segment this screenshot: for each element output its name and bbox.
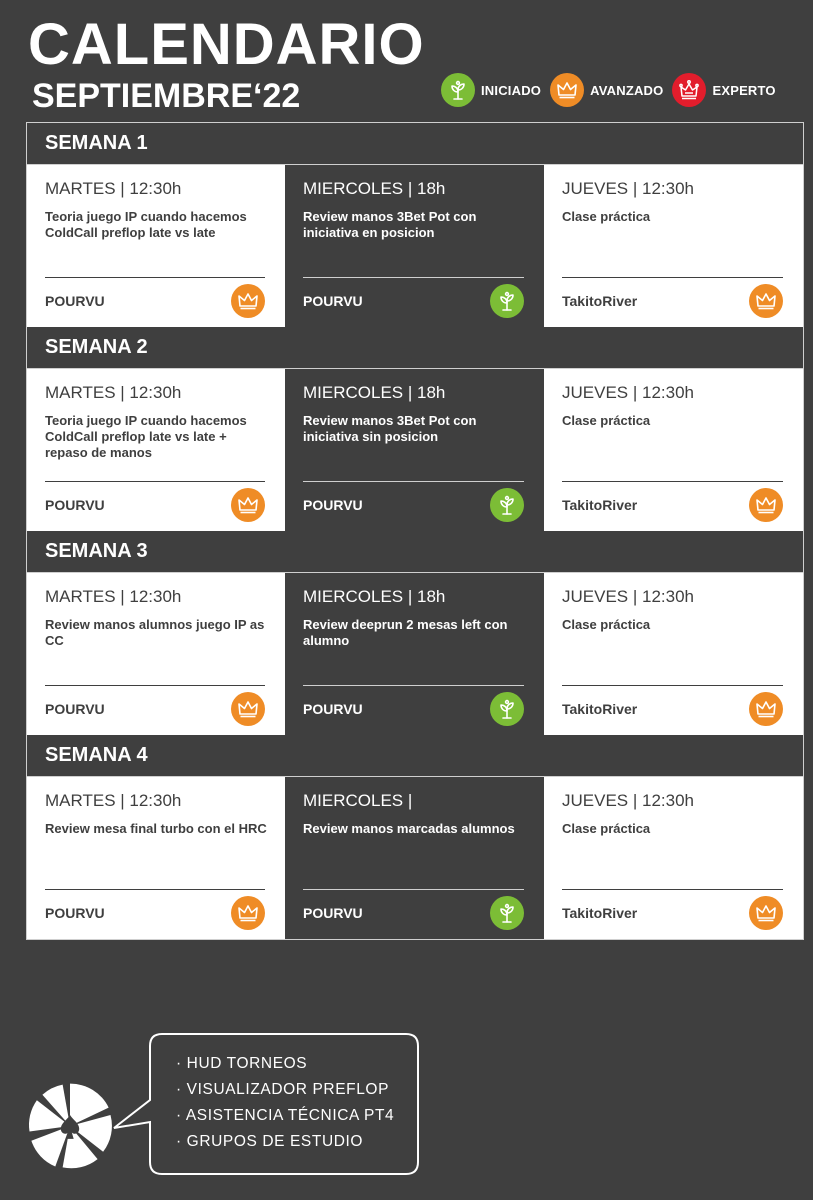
sprout-icon bbox=[490, 692, 524, 726]
session-day: MIERCOLES | 18h bbox=[303, 383, 446, 402]
divider bbox=[303, 685, 524, 686]
session-card[interactable] bbox=[285, 777, 544, 939]
sprout-icon bbox=[490, 488, 524, 522]
level-legend bbox=[441, 73, 776, 107]
session-card[interactable] bbox=[27, 165, 285, 327]
legend-label-experto: EXPERTO bbox=[712, 82, 776, 98]
page-subtitle: SEPTIEMBRE‘22 bbox=[32, 77, 301, 115]
session-card[interactable] bbox=[544, 573, 803, 735]
session-card[interactable] bbox=[285, 165, 544, 327]
divider bbox=[45, 685, 265, 686]
crown-icon bbox=[749, 284, 783, 318]
feature-item: · VISUALIZADOR PREFLOP bbox=[176, 1077, 394, 1103]
brand-logo-icon bbox=[24, 1080, 116, 1172]
session-day: MIERCOLES | bbox=[303, 791, 413, 810]
legend-item-experto bbox=[672, 73, 775, 107]
session-coach: POURVU bbox=[45, 905, 105, 921]
session-card[interactable] bbox=[27, 777, 285, 939]
session-coach: POURVU bbox=[303, 905, 363, 921]
session-topic: Teoria juego IP cuando hacemos ColdCall preflop late vs late bbox=[45, 209, 247, 240]
session-coach: POURVU bbox=[45, 293, 105, 309]
divider bbox=[562, 277, 783, 278]
session-coach: TakitoRiver bbox=[562, 497, 638, 513]
session-topic: Review manos 3Bet Pot con iniciativa sin posicion bbox=[303, 413, 477, 444]
divider bbox=[45, 277, 265, 278]
divider bbox=[562, 481, 783, 482]
feature-item: · HUD TORNEOS bbox=[176, 1051, 394, 1077]
session-day: MIERCOLES | 18h bbox=[303, 587, 446, 606]
session-topic: Clase práctica bbox=[562, 413, 651, 428]
session-day: JUEVES | 12:30h bbox=[562, 791, 694, 810]
session-card[interactable] bbox=[544, 369, 803, 531]
session-topic: Review manos 3Bet Pot con iniciativa en posicion bbox=[303, 209, 477, 240]
divider bbox=[562, 685, 783, 686]
sprout-icon bbox=[490, 896, 524, 930]
week-header: SEMANA 1 bbox=[27, 123, 803, 165]
week-row bbox=[27, 165, 803, 327]
divider bbox=[303, 889, 524, 890]
session-day: JUEVES | 12:30h bbox=[562, 383, 694, 402]
legend-item-iniciado bbox=[441, 73, 541, 107]
session-coach: POURVU bbox=[303, 293, 363, 309]
session-topic: Clase práctica bbox=[562, 209, 651, 224]
session-coach: POURVU bbox=[303, 497, 363, 513]
legend-item-avanzado bbox=[550, 73, 663, 107]
divider bbox=[303, 277, 524, 278]
session-day: MARTES | 12:30h bbox=[45, 383, 182, 402]
divider bbox=[562, 889, 783, 890]
session-coach: POURVU bbox=[303, 701, 363, 717]
divider bbox=[45, 889, 265, 890]
crown-icon bbox=[749, 896, 783, 930]
week-row bbox=[27, 369, 803, 531]
sprout-icon bbox=[441, 73, 475, 107]
session-card[interactable] bbox=[285, 573, 544, 735]
session-coach: TakitoRiver bbox=[562, 905, 638, 921]
session-day: MARTES | 12:30h bbox=[45, 587, 182, 606]
crown-icon bbox=[749, 692, 783, 726]
page-title: CALENDARIO bbox=[28, 12, 425, 77]
session-topic: Teoria juego IP cuando hacemos ColdCall preflop late vs late + repaso de manos bbox=[45, 413, 247, 460]
week-header: SEMANA 3 bbox=[27, 531, 803, 573]
crown-icon bbox=[231, 284, 265, 318]
sprout-icon bbox=[490, 284, 524, 318]
king-crown-icon bbox=[672, 73, 706, 107]
session-card[interactable] bbox=[27, 573, 285, 735]
calendar-grid bbox=[26, 122, 804, 940]
session-coach: POURVU bbox=[45, 497, 105, 513]
legend-label-iniciado: INICIADO bbox=[481, 82, 542, 98]
session-card[interactable] bbox=[27, 369, 285, 531]
session-day: JUEVES | 12:30h bbox=[562, 587, 694, 606]
session-topic: Clase práctica bbox=[562, 617, 651, 632]
session-coach: POURVU bbox=[45, 701, 105, 717]
feature-list bbox=[176, 1051, 394, 1155]
session-coach: TakitoRiver bbox=[562, 293, 638, 309]
session-topic: Review manos alumnos juego IP as CC bbox=[45, 617, 265, 648]
week-row bbox=[27, 573, 803, 735]
week-header: SEMANA 4 bbox=[27, 735, 803, 777]
feature-item: · GRUPOS DE ESTUDIO bbox=[176, 1129, 394, 1155]
session-topic: Clase práctica bbox=[562, 821, 651, 836]
session-day: MARTES | 12:30h bbox=[45, 791, 182, 810]
session-day: MARTES | 12:30h bbox=[45, 179, 182, 198]
session-day: JUEVES | 12:30h bbox=[562, 179, 694, 198]
feature-item: · ASISTENCIA TÉCNICA PT4 bbox=[176, 1103, 394, 1129]
week-row bbox=[27, 777, 803, 939]
session-coach: TakitoRiver bbox=[562, 701, 638, 717]
session-card[interactable] bbox=[544, 165, 803, 327]
crown-icon bbox=[231, 896, 265, 930]
crown-icon bbox=[231, 488, 265, 522]
session-topic: Review manos marcadas alumnos bbox=[303, 821, 515, 836]
divider bbox=[45, 481, 265, 482]
session-topic: Review deeprun 2 mesas left con alumno bbox=[303, 617, 508, 648]
session-day: MIERCOLES | 18h bbox=[303, 179, 446, 198]
legend-label-avanzado: AVANZADO bbox=[590, 82, 664, 98]
session-card[interactable] bbox=[285, 369, 544, 531]
session-card[interactable] bbox=[544, 777, 803, 939]
week-header: SEMANA 2 bbox=[27, 327, 803, 369]
divider bbox=[303, 481, 524, 482]
session-topic: Review mesa final turbo con el HRC bbox=[45, 821, 267, 836]
crown-icon bbox=[231, 692, 265, 726]
crown-icon bbox=[749, 488, 783, 522]
crown-icon bbox=[550, 73, 584, 107]
